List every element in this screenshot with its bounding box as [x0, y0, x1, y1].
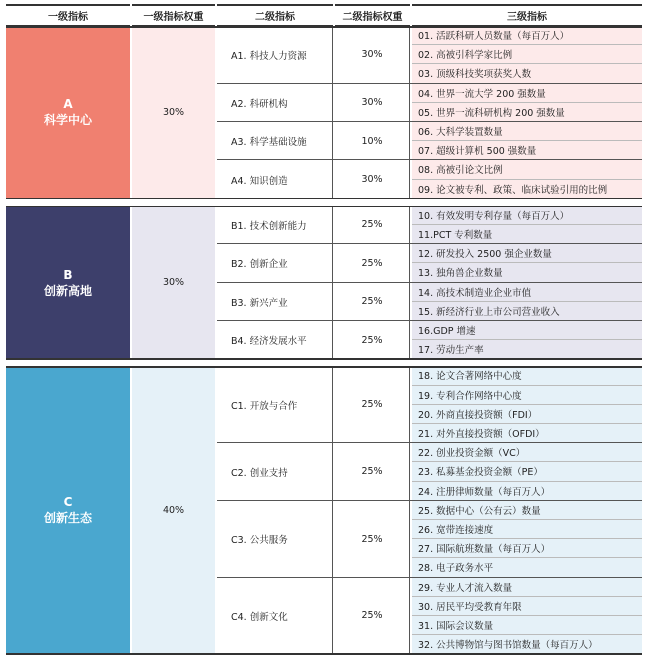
level3-item: 01. 活跃科研人员数量（每百万人） — [412, 26, 642, 45]
level1-code: B — [63, 267, 73, 282]
group-bottom-border — [6, 653, 642, 655]
level2-name: B4. 经济发展水平 — [217, 321, 333, 359]
level2-weight: 30% — [335, 84, 410, 122]
level3-item: 05. 世界一流科研机构 200 强数量 — [412, 103, 642, 122]
level2-weight: 25% — [335, 283, 410, 321]
level2-name: C2. 创业支持 — [217, 443, 333, 501]
level2-name: A2. 科研机构 — [217, 84, 333, 122]
level3-item: 08. 高被引论文比例 — [412, 160, 642, 179]
level2-name: A4. 知识创造 — [217, 160, 333, 198]
level3-item: 19. 专利合作网络中心度 — [412, 386, 642, 405]
level1-name: 科学中心 — [43, 113, 92, 128]
header-level1-weight: 一级指标权重 — [132, 4, 215, 26]
level2-name: C3. 公共服务 — [217, 501, 333, 578]
level1-cell — [6, 366, 130, 654]
level3-item: 18. 论文合著网络中心度 — [412, 366, 642, 385]
level2-name: C1. 开放与合作 — [217, 366, 333, 443]
level3-item: 30. 居民平均受教育年限 — [412, 597, 642, 616]
level2-name: A1. 科技人力资源 — [217, 26, 333, 84]
level3-item: 02. 高被引科学家比例 — [412, 45, 642, 64]
group-top-line — [6, 26, 642, 28]
header-level2: 二级指标 — [217, 4, 333, 26]
group-top-line — [6, 206, 642, 208]
level2-name: B3. 新兴产业 — [217, 283, 333, 321]
level3-item: 23. 私募基金投资金额（PE） — [412, 462, 642, 481]
level2-weight: 25% — [335, 501, 410, 578]
level1-weight: 30% — [132, 26, 215, 199]
level2-weight: 25% — [335, 578, 410, 655]
level1-cell — [6, 26, 130, 199]
level3-item: 14. 高技术制造业企业市值 — [412, 283, 642, 302]
level1-name: 创新生态 — [43, 511, 92, 526]
level2-weight: 25% — [335, 206, 410, 244]
level3-item: 15. 新经济行业上市公司营业收入 — [412, 302, 642, 321]
level2-name: B2. 创新企业 — [217, 244, 333, 282]
group-bottom-border — [6, 358, 642, 360]
level3-item: 11.PCT 专利数量 — [412, 225, 642, 244]
level3-item: 09. 论文被专利、政策、临床试验引用的比例 — [412, 180, 642, 199]
level2-name: C4. 创新文化 — [217, 578, 333, 655]
level3-item: 16.GDP 增速 — [412, 321, 642, 340]
level3-item: 22. 创业投资金额（VC） — [412, 443, 642, 462]
level3-item: 29. 专业人才流入数量 — [412, 578, 642, 597]
level3-item: 25. 数据中心（公有云）数量 — [412, 501, 642, 520]
level1-code: C — [63, 495, 73, 510]
level3-item: 20. 外商直接投资额（FDI） — [412, 405, 642, 424]
level2-weight: 30% — [335, 26, 410, 84]
level3-item: 31. 国际会议数量 — [412, 616, 642, 635]
level3-item: 12. 研发投入 2500 强企业数量 — [412, 244, 642, 263]
level3-item: 04. 世界一流大学 200 强数量 — [412, 84, 642, 103]
group-top-line — [6, 366, 642, 368]
level2-weight: 30% — [335, 160, 410, 198]
level1-weight: 30% — [132, 206, 215, 360]
header-level1: 一级指标 — [6, 4, 130, 26]
level3-item: 26. 宽带连接速度 — [412, 520, 642, 539]
level2-name: A3. 科学基础设施 — [217, 122, 333, 160]
level3-item: 24. 注册律师数量（每百万人） — [412, 482, 642, 501]
header-level3: 三级指标 — [412, 4, 642, 26]
level3-item: 03. 顶级科技奖项获奖人数 — [412, 64, 642, 83]
level3-item: 21. 对外直接投资额（OFDI） — [412, 424, 642, 443]
level3-item: 27. 国际航班数量（每百万人） — [412, 539, 642, 558]
level3-item: 28. 电子政务水平 — [412, 558, 642, 577]
header-level2-weight: 二级指标权重 — [335, 4, 410, 26]
level3-item: 10. 有效发明专利存量（每百万人） — [412, 206, 642, 225]
level2-weight: 25% — [335, 443, 410, 501]
level1-weight: 40% — [132, 366, 215, 654]
level1-name: 创新高地 — [43, 283, 92, 298]
level3-item: 06. 大科学装置数量 — [412, 122, 642, 141]
level1-code: A — [63, 97, 73, 112]
group-bottom-border — [6, 198, 642, 200]
level2-name: B1. 技术创新能力 — [217, 206, 333, 244]
level3-item: 17. 劳动生产率 — [412, 340, 642, 359]
level3-item: 32. 公共博物馆与图书馆数量（每百万人） — [412, 635, 642, 654]
level3-item: 13. 独角兽企业数量 — [412, 263, 642, 282]
level2-weight: 10% — [335, 122, 410, 160]
level2-weight: 25% — [335, 366, 410, 443]
level3-item: 07. 超级计算机 500 强数量 — [412, 141, 642, 160]
level2-weight: 25% — [335, 321, 410, 359]
level1-cell — [6, 206, 130, 360]
level2-weight: 25% — [335, 244, 410, 282]
